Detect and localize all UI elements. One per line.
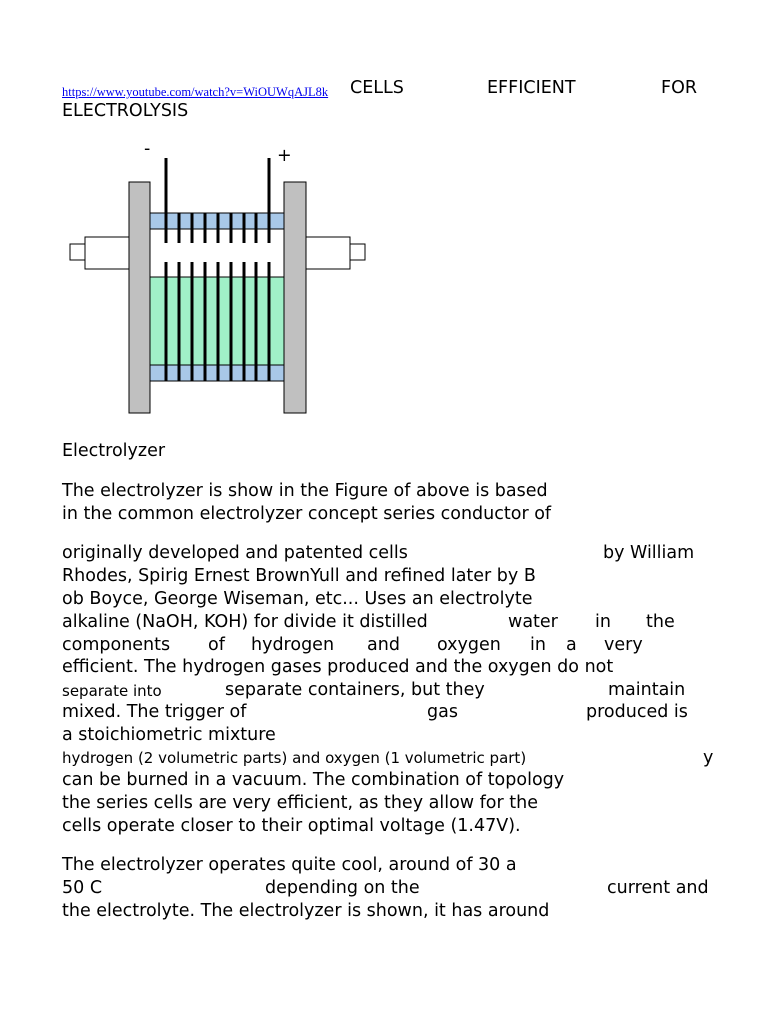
p2-line7c: maintain	[608, 680, 686, 700]
p3-line1: The electrolyzer operates quite cool, around of 30 a	[62, 855, 517, 875]
right-bolt-head	[350, 244, 365, 260]
p2-line5e: oxygen	[437, 635, 501, 655]
p2-line5h: very	[604, 635, 643, 655]
p1-line2: in the common electrolyzer concept series conductor of	[62, 504, 552, 524]
p2-line1b: by William	[603, 543, 695, 563]
left-bolt-body	[85, 237, 129, 269]
p2-line6: efficient. The hydrogen gases produced and the oxygen do not	[62, 657, 614, 677]
p2-line8a: mixed. The trigger of	[62, 702, 247, 722]
p2-line4d: the	[646, 612, 675, 632]
section-heading: Electrolyzer	[62, 441, 166, 461]
p2-line5d: and	[367, 635, 400, 655]
p2-line8b: gas	[427, 702, 458, 722]
p2-line4a: alkaline (NaOH, KOH) for divide it distilled	[62, 612, 428, 632]
electrolyzer-diagram	[60, 150, 380, 430]
p2-line9: a stoichiometric mixture	[62, 725, 276, 745]
p2-line2: Rhodes, Spirig Ernest BrownYull and refined later by B	[62, 566, 536, 586]
p2-line5b: of	[208, 635, 225, 655]
p2-line11: can be burned in a vacuum. The combination of topology	[62, 770, 565, 790]
p2-line5g: a	[566, 635, 577, 655]
p2-line3: ob Boyce, George Wiseman, etc... Uses an electrolyte	[62, 589, 533, 609]
electrode-plates	[179, 213, 256, 381]
p2-line10a: hydrogen (2 volumetric parts) and oxygen (1 volumetric part)	[62, 749, 527, 767]
p2-line4c: in	[595, 612, 611, 632]
p2-line8c: produced is	[586, 702, 688, 722]
p3-line2a: 50 C	[62, 878, 103, 898]
p2-line5f: in	[530, 635, 546, 655]
title-word-for: FOR	[661, 78, 697, 98]
right-bolt-body	[306, 237, 350, 269]
p2-line1a: originally developed and patented cells	[62, 543, 408, 563]
minus-terminal-label: -	[144, 139, 151, 159]
p3-line3: the electrolyte. The electrolyzer is shown, it has around	[62, 901, 550, 921]
p2-line7b: separate containers, but they	[225, 680, 485, 700]
p2-line10b: y	[703, 748, 714, 768]
p2-line4b: water	[508, 612, 558, 632]
title-word-efficient: EFFICIENT	[487, 78, 576, 98]
p2-line12: the series cells are very efficient, as they allow for the	[62, 793, 538, 813]
plus-terminal-label: +	[277, 146, 292, 166]
title-line-2: ELECTROLYSIS	[62, 101, 189, 121]
p3-line2c: current and	[607, 878, 709, 898]
left-endplate	[129, 182, 150, 413]
p1-line1: The electrolyzer is show in the Figure of above is based	[62, 481, 548, 501]
title-word-cells: CELLS	[350, 78, 404, 98]
p2-line5a: components	[62, 635, 171, 655]
youtube-link[interactable]: https://www.youtube.com/watch?v=WiOUWqAJL8k	[62, 85, 329, 99]
p2-line7a: separate into	[62, 682, 162, 700]
p2-line5c: hydrogen	[251, 635, 335, 655]
p2-line13: cells operate closer to their optimal voltage (1.47V).	[62, 816, 521, 836]
p3-line2b: depending on the	[265, 878, 420, 898]
right-endplate	[284, 182, 306, 413]
left-bolt-head	[70, 244, 85, 260]
